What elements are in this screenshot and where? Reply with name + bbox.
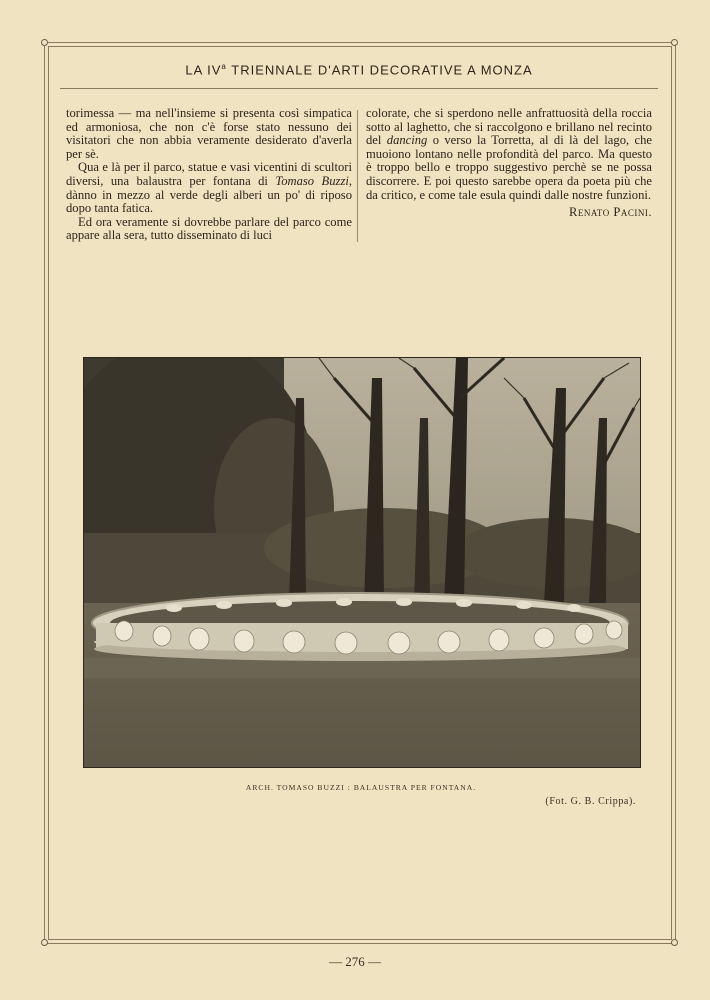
header-title-prefix: LA IV: [185, 62, 222, 78]
fountain-balustrade-photo: [83, 357, 641, 768]
header-title-suffix: TRIENNALE D'ARTI DECORATIVE A MONZA: [226, 62, 533, 78]
header-rule: [60, 88, 658, 89]
text-column-left: [66, 107, 352, 243]
paragraph: Ed ora veramente si dovrebbe parlare del parco come appare alla sera, tutto disseminato di luci: [66, 214, 352, 243]
corner-ornament: [671, 39, 678, 46]
author-signature: Renato Pacini.: [568, 205, 652, 220]
corner-ornament: [671, 939, 678, 946]
paragraph: torimessa — ma nell'insieme si presenta così simpatica ed armoniosa, che non c'è forse stato nessuno dei visitatori che non abbia veramente desiderato d'averla per sè.: [66, 106, 352, 161]
paragraph-text: , dànno in mezzo al verde degli alberi un po' di riposo dopo tanta fatica.: [66, 173, 352, 216]
italic-word: dancing: [386, 133, 428, 148]
photo-caption: ARCH. TOMASO BUZZI : BALAUSTRA PER FONTANA.: [245, 783, 477, 792]
paragraph: [66, 161, 352, 215]
column-divider: [357, 110, 358, 242]
text-column-right: [366, 107, 652, 220]
paragraph-text: o verso la Torretta, al di là del lago, che muoiono lontano nelle profondità del parco. Ma questo è troppo bello e troppo suggestivo perchè se ne possa discorrere. E poi questo sarebbe opera da poeta più che da critico, e come tale esula quindi dalle nostre funzioni.: [366, 133, 652, 202]
photo-credit: (Fot. G. B. Crippa).: [545, 796, 636, 807]
paragraph-text: colorate, che si sperdono nelle anfrattuosità della roccia sotto al laghetto, che si raccolgono e brillano nel recinto del: [366, 106, 652, 148]
header-title-superscript: a: [221, 62, 227, 71]
corner-ornament: [41, 939, 48, 946]
running-header: [60, 62, 658, 77]
corner-ornament: [41, 39, 48, 46]
page-number: — 276 —: [329, 954, 381, 969]
paragraph-text: Qua e là per il parco, statue e vasi vicentini di scultori diversi, una balaustra per fontana di: [66, 160, 352, 188]
artist-name: Tomaso Buzzi: [275, 173, 349, 188]
paragraph: [366, 107, 652, 202]
